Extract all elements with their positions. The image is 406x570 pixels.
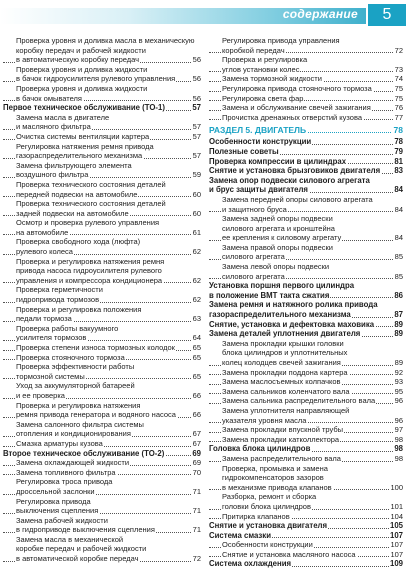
toc-entry-title: Регулировка привода [16,496,91,506]
toc-page-number: 107 [390,549,403,559]
toc-entry [3,36,201,46]
toc-entry [209,435,403,445]
toc-entry [209,492,403,502]
header-title: содержание [282,7,358,21]
toc-right-column [209,36,403,569]
toc-entry-title: в автоматическую коробку передач [16,55,140,65]
toc-entry [209,103,403,113]
toc-page-number: 95 [394,386,403,396]
toc-page-number: 56 [192,74,201,84]
toc-entry-title: Разборка, ремонт и сборка [222,492,317,502]
toc-page-number: 62 [192,295,201,305]
toc-page-number: 74 [394,74,403,84]
toc-entry-title: углов установки колес [222,64,300,74]
toc-entry-title: Проверка уровня и доливка жидкости [16,83,148,93]
toc-entry-title: Замена левой опоры подвески [222,262,330,272]
toc-entry-title: Снятие, установка и дефектовка маховика [209,319,375,329]
toc-section-entry [209,185,403,195]
toc-entry [209,65,403,75]
toc-entry-title: Проверка компрессии в цилиндрах [209,156,347,166]
toc-page-number: 69 [192,458,201,468]
toc-section-entry [209,176,403,186]
toc-page-number: 72 [394,45,403,55]
toc-entry [3,84,201,94]
toc-entry [3,477,201,487]
toc-entry [3,161,201,171]
toc-entry-title: Очистка системы вентиляции картера [16,131,150,141]
toc-entry-title: Замена тормозной жидкости [222,74,322,84]
toc-entry [209,46,403,56]
toc-page-number: 61 [192,227,201,237]
toc-entry-title: задней подвески на автомобиле [16,208,129,218]
toc-entry-title: Проверка эффективности работы [16,362,135,372]
toc-entry-title: отопления и кондиционирования [16,429,131,439]
toc-section-entry [209,444,403,454]
toc-entry-title: Замена сальников коленчатого вала [222,386,350,396]
toc-page-number: 59 [192,170,201,180]
toc-entry [209,84,403,94]
toc-entry [209,377,403,387]
toc-entry [209,339,403,349]
toc-entry-title: Притирка клапанов [222,511,290,521]
toc-entry [3,497,201,507]
toc-entry [209,512,403,522]
toc-entry-title: Уход за аккумуляторной батареей [16,381,135,391]
toc-entry [209,233,403,243]
toc-entry [3,554,201,564]
toc-left-column [3,36,201,564]
toc-entry [209,113,403,123]
toc-entry-title: Полезные советы [209,146,279,156]
toc-entry-title: воздушного фильтра [16,170,89,180]
toc-entry [3,190,201,200]
toc-entry-title: Замена прокладки впускной трубы [222,425,344,435]
toc-entry [3,487,201,497]
toc-entry [209,214,403,224]
toc-entry [209,406,403,416]
toc-entry [3,113,201,123]
toc-page-number: 57 [192,122,201,132]
toc-page-number: 65 [192,352,201,362]
toc-entry [3,343,201,353]
toc-page-number: 73 [394,64,403,74]
toc-entry-title: гидрокомпенсаторов зазоров [222,473,324,483]
toc-entry [3,362,201,372]
toc-entry [3,544,201,554]
toc-page-number: 107 [390,540,403,550]
toc-section-entry [209,281,403,291]
toc-page-number: 71 [192,486,201,496]
toc-entry-title: дроссельной заслонки [16,486,95,496]
toc-page-number: 98 [394,453,403,463]
toc-page-number: 75 [394,83,403,93]
toc-section-entry [209,310,403,320]
toc-page-number: 70 [192,467,201,477]
toc-entry-title: Проверка уровня и доливка жидкости [16,64,148,74]
toc-entry [3,218,201,228]
toc-entry-title: на автомобиле [16,227,69,237]
toc-entry [209,540,403,550]
toc-entry-title: в автоматической коробке передач [16,554,139,564]
toc-section-entry [209,291,403,301]
toc-entry-title: Замена топливного фильтра [16,467,116,477]
toc-entry [209,454,403,464]
toc-entry [3,525,201,535]
toc-page-number: 105 [389,521,403,531]
toc-entry-title: Регулировка натяжения ремня привода [16,141,154,151]
toc-entry-title: блока цилиндров и уплотнительных [222,348,348,358]
toc-page-number: 78 [393,125,403,136]
toc-page-number: 60 [192,189,201,199]
toc-entry-title: и брус защиты двигателя [209,185,308,195]
toc-entry [209,387,403,397]
toc-entry-title: Регулировка троса привода [16,477,113,487]
toc-page-number: 62 [192,247,201,257]
toc-entry-title: Проверка и регулировка положения [16,304,142,314]
toc-page-number: 65 [192,343,201,352]
toc-entry [3,94,201,104]
toc-entry-title: Смазка арматуры кузова [16,438,103,448]
toc-entry [3,266,201,276]
page-number: 5 [368,4,406,26]
toc-entry-title: Замена охлаждающей жидкости [16,458,130,468]
toc-entry-title: Замена маслосъемных колпачков [222,377,341,387]
toc-entry-title: Регулировка привода управления [222,36,340,45]
toc-entry [3,276,201,286]
toc-entry-title: выключения сцепления [16,506,99,516]
toc-section-entry [209,147,403,157]
toc-page-number: 87 [394,310,403,320]
toc-entry-title: коробке передач и рабочей жидкости [16,544,147,554]
toc-section-entry [209,137,403,147]
toc-entry-title: силового агрегата [222,252,285,262]
toc-entry-title: Замена сальника распределительного вала [222,396,376,406]
toc-entry-title: Замена передней опоры силового агрегата [222,194,373,204]
toc-entry [3,180,201,190]
toc-entry [209,416,403,426]
toc-entry [209,368,403,378]
toc-section-entry [209,559,403,569]
toc-entry-title: Проверка уровня и доливка масла в механическую [16,36,195,45]
toc-entry-title: Замена масла в механической [16,534,124,544]
toc-entry-title: Замена деталей уплотнения двигателя [209,329,361,339]
toc-entry [3,132,201,142]
toc-entry [209,74,403,84]
toc-page-number: 86 [394,290,403,300]
toc-entry [3,516,201,526]
toc-section-entry [209,329,403,339]
toc-entry [209,396,403,406]
toc-entry-title: ее крепления к силовому агрегату [222,233,342,243]
toc-entry [209,36,403,46]
toc-entry [3,55,201,65]
toc-entry [209,272,403,282]
toc-entry [3,458,201,468]
toc-entry-title: Проверка герметичности [16,285,103,295]
toc-entry-title: Осмотр и проверка рулевого управления [16,218,160,228]
toc-entry [3,314,201,324]
toc-entry-title: привода насоса гидроусилителя рулевого [16,266,162,276]
toc-page-number: 100 [390,482,403,492]
toc-entry-title: Проверка, промывка и замена [222,463,328,473]
toc-page-number: 79 [394,146,403,156]
toc-page-number: 56 [192,93,201,103]
toc-page-number: 104 [390,511,403,521]
toc-entry [3,506,201,516]
toc-page-number: 75 [394,93,403,103]
page-header [0,0,406,32]
toc-entry-title: гидропривода тормозов [16,295,100,305]
toc-page-number: 96 [394,396,403,406]
toc-entry [3,228,201,238]
toc-entry-title: Регулировка света фар [222,93,304,103]
toc-entry-title: тормозной системы [16,371,85,381]
toc-entry [3,170,201,180]
toc-entry-title: Проверка свободного хода (люфта) [16,237,141,247]
toc-entry [3,295,201,305]
toc-section-entry [209,157,403,167]
toc-entry [209,224,403,234]
toc-section-entry [3,103,201,113]
toc-page-number: 57 [192,103,201,113]
toc-entry [209,550,403,560]
toc-entry [3,151,201,161]
toc-entry [3,333,201,343]
toc-entry [3,353,201,363]
toc-entry [3,305,201,315]
chapter-heading [209,124,403,136]
toc-entry-title: Проверка работы вакуумного [16,323,119,333]
toc-entry-title: Замена правой опоры подвески [222,242,333,252]
toc-page-number: 107 [389,530,403,540]
toc-entry [209,358,403,368]
toc-page-number: 97 [394,425,403,435]
toc-page-number: 81 [394,156,403,166]
toc-entry-title: Замена опор подвески силового агрегата [209,175,370,185]
toc-entry [3,410,201,420]
toc-entry-title: Снятие и установка двигателя [209,521,328,531]
toc-entry-title: Проверка и регулировка [222,55,308,65]
toc-entry [209,243,403,253]
toc-entry-title: Проверка и регулировка натяжения ремня [16,256,165,266]
toc-entry-title: Замена прокладки поддона картера [222,367,348,377]
toc-entry [209,94,403,104]
toc-entry [209,464,403,474]
toc-entry [3,65,201,75]
toc-entry [209,502,403,512]
toc-entry-title: педали тормоза [16,314,72,324]
toc-page-number: 63 [192,314,201,324]
toc-page-number: 96 [394,415,403,425]
toc-page-number: 67 [192,429,201,439]
toc-page-number: 78 [394,137,403,147]
toc-entry-title: в гидроприводе выключения сцепления [16,525,155,535]
toc-entry-title: и ее проверка [16,390,65,400]
toc-page-number: 109 [389,559,403,569]
toc-page-number: 77 [394,112,403,122]
toc-entry-title: Проверка стояночного тормоза [16,352,125,362]
toc-page-number: 56 [192,55,201,65]
toc-entry-title: в положение ВМТ такта сжатия [209,290,330,300]
toc-page-number: 93 [394,377,403,387]
toc-entry-title: и масляного фильтра [16,122,91,132]
toc-entry-title: Замена прокладки катколлектора [222,434,340,444]
toc-page-number: 72 [192,554,201,564]
toc-entry-title: управления и компрессора кондиционера [16,275,163,285]
toc-page-number: 64 [192,333,201,343]
toc-entry-title: и защитного бруса [222,204,287,214]
toc-entry-title: коробку передач и рабочей жидкости [16,45,146,55]
toc-entry [3,257,201,267]
toc-entry-title: газораспределительного механизма [209,310,351,320]
toc-section-entry [209,300,403,310]
toc-entry-title: Снятие и установка брызговиков двигателя [209,166,381,176]
toc-entry-title: Замена рабочей жидкости [16,515,108,525]
toc-entry-title: в бачок омывателя [16,93,82,103]
toc-entry-title: силового агрегата и кронштейна [222,223,335,233]
toc-entry-title: Замена прокладки крышки головки [222,338,344,348]
toc-entry-title: Проверка степени износа тормозных колодок [16,343,175,352]
toc-entry-title: Система смазки [209,530,271,540]
toc-page-number: 71 [192,506,201,516]
toc-entry [3,74,201,84]
toc-entry-title: Регулировка привода стояночного тормоза [222,83,372,93]
toc-entry-title: Замена масла в двигателе [16,112,110,122]
toc-entry [3,420,201,430]
toc-page-number: 60 [192,208,201,218]
toc-page-number: 92 [394,367,403,377]
toc-entry [3,46,201,56]
toc-entry-title: колец колодцев свечей зажигания [222,358,341,367]
toc-entry-title: Снятие и установка масляного насоса [222,549,356,559]
toc-page-number: 66 [192,410,201,420]
toc-entry [3,401,201,411]
toc-entry [3,209,201,219]
toc-page-number: 57 [192,151,201,161]
toc-entry-title: Прочистка дренажных отверстий кузова [222,112,363,122]
toc-entry-title: Замена распределительного вала [222,453,341,463]
toc-page-number: 71 [192,525,201,535]
toc-entry-title: Второе техническое обслуживание (ТО-2) [3,448,165,458]
toc-entry-title: Установка поршня первого цилиндра [209,281,355,291]
toc-page-number: 84 [394,233,403,243]
toc-entry [209,205,403,215]
toc-entry [209,483,403,493]
toc-page-number: 85 [394,252,403,262]
toc-entry [3,391,201,401]
toc-section-entry [209,166,403,176]
toc-entry-title: Замена и обслуживание свечей зажигания [222,103,371,113]
toc-entry [3,324,201,334]
toc-page-number: 101 [390,501,403,511]
toc-entry [209,195,403,205]
toc-entry-title: Замена уплотнителя направляющей [222,405,350,415]
toc-entry [209,252,403,262]
toc-entry [3,122,201,132]
toc-entry [3,237,201,247]
toc-page-number: 66 [192,390,201,400]
toc-entry [3,535,201,545]
toc-entry [3,468,201,478]
toc-entry-title: ремня привода генератора и водяного насоса [16,410,176,420]
toc-page-number: 89 [394,329,403,339]
toc-entry [3,142,201,152]
toc-page-number: 67 [192,438,201,448]
toc-entry-title: Проверка технического состояния деталей [16,199,166,209]
toc-entry-title: Первое техническое обслуживание (ТО-1) [3,103,165,113]
toc-page-number: 76 [394,103,403,113]
toc-entry-title: усилителя тормозов [16,333,87,343]
toc-entry-title: Особенности конструкции [209,137,312,147]
toc-entry-title: Проверка и регулировка натяжения [16,400,141,410]
toc-entry-title: головки блока цилиндров [222,501,311,511]
toc-page-number: 57 [192,131,201,141]
toc-entry [3,439,201,449]
toc-entry-title: рулевого колеса [16,247,73,257]
toc-entry-title: Проверка технического состояния деталей [16,179,166,189]
toc-entry-title: Замена салонного фильтра системы [16,419,144,429]
toc-page-number: 62 [192,275,201,285]
toc-entry [3,199,201,209]
toc-entry [209,262,403,272]
toc-entry [209,55,403,65]
toc-entry [209,348,403,358]
toc-entry-title: передней подвески на автомобиле [16,189,138,199]
toc-page-number: 89 [394,358,403,367]
toc-page-number: 84 [394,185,403,195]
toc-entry [3,285,201,295]
toc-section-entry [209,531,403,541]
toc-page-number: 65 [192,371,201,381]
toc-entry-title: силового агрегата [222,271,285,281]
toc-section-entry [3,449,201,459]
toc-page-number: 89 [394,319,403,329]
toc-page-number: 69 [192,448,201,458]
toc-entry-title: Замена задней опоры подвески [222,214,333,224]
toc-entry [3,381,201,391]
toc-entry [3,429,201,439]
toc-entry-title: в механизме привода клапанов [222,482,332,492]
toc-entry-title: газораспределительного механизма [16,151,143,161]
toc-entry-title: Система охлаждения [209,559,292,569]
toc-entry [3,372,201,382]
toc-entry [209,425,403,435]
toc-entry-title: Головка блока цилиндров [209,444,311,454]
toc-entry-title: в бачок гидроусилителя рулевого управления [16,74,176,84]
toc-entry-title: Замена фильтрующего элемента [16,160,132,170]
toc-entry-title: РАЗДЕЛ 5. ДВИГАТЕЛЬ [209,125,307,136]
toc-page-number: 98 [394,434,403,444]
toc-page-number: 98 [394,444,403,454]
toc-page-number: 83 [394,166,403,176]
toc-section-entry [209,320,403,330]
toc-section-entry [209,521,403,531]
toc-page-number: 84 [394,204,403,214]
toc-entry-title: Замена ремня и натяжного ролика привода [209,300,378,310]
toc-entry-title: коробкой передач [222,45,285,55]
toc-entry [3,247,201,257]
toc-entry-title: Особенности конструкции [222,540,313,550]
toc-entry [209,473,403,483]
toc-entry-title: указателя уровня масла [222,415,307,425]
toc-page-number: 85 [394,271,403,281]
